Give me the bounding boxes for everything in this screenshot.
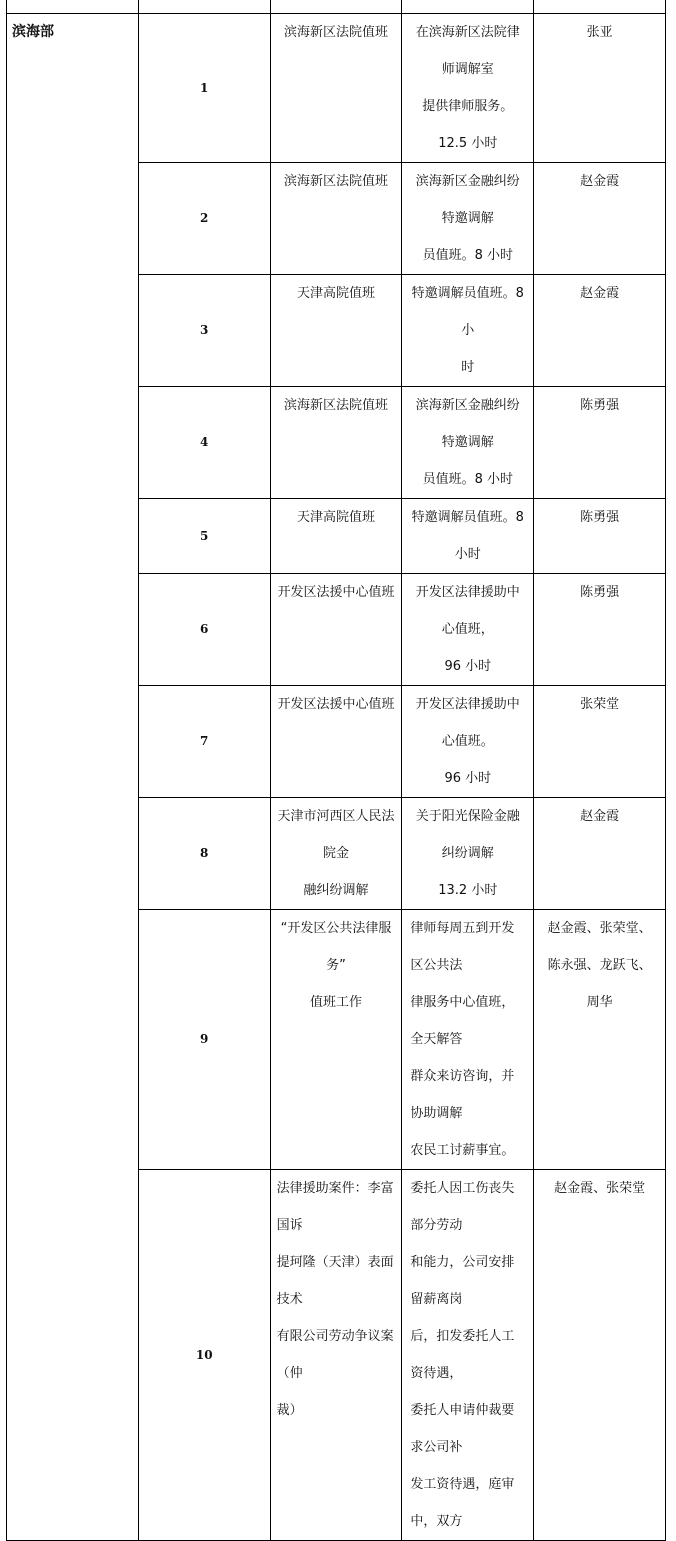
people-cell: 赵金霞、张荣堂、 陈永强、龙跃飞、 周华 [534, 910, 666, 1170]
people-cell: 陈勇强 [534, 387, 666, 499]
project-cell: 滨海新区法院值班 [270, 14, 402, 163]
row-number: 3 [138, 275, 270, 387]
people-cell: 赵金霞、张荣堂 [534, 1170, 666, 1541]
row-number: 6 [138, 574, 270, 686]
project-cell: “开发区公共法律服务” 值班工作 [270, 910, 402, 1170]
row-number: 1 [138, 14, 270, 163]
table-row-header-remnant [7, 0, 666, 14]
description-cell: 滨海新区金融纠纷特邀调解 员值班。8 小时 [402, 387, 534, 499]
description-cell: 开发区法律援助中心值班。 96 小时 [402, 686, 534, 798]
row-number: 9 [138, 910, 270, 1170]
project-cell: 天津市河西区人民法院金 融纠纷调解 [270, 798, 402, 910]
people-cell: 张亚 [534, 14, 666, 163]
header-cell [402, 0, 534, 14]
description-cell: 律师每周五到开发区公共法 律服务中心值班，全天解答 群众来访咨询，并协助调解 农民工讨薪事宜。 [402, 910, 534, 1170]
row-number: 4 [138, 387, 270, 499]
table-row [7, 14, 666, 163]
header-cell [270, 0, 402, 14]
project-cell: 法律援助案件：李富国诉 提珂隆（天津）表面技术 有限公司劳动争议案（仲 裁） [270, 1170, 402, 1541]
description-cell: 开发区法律援助中心值班， 96 小时 [402, 574, 534, 686]
description-cell: 关于阳光保险金融纠纷调解 13.2 小时 [402, 798, 534, 910]
people-cell: 陈勇强 [534, 574, 666, 686]
project-cell: 天津高院值班 [270, 275, 402, 387]
header-cell [534, 0, 666, 14]
description-cell: 特邀调解员值班。8 小时 [402, 499, 534, 574]
people-cell: 赵金霞 [534, 275, 666, 387]
project-cell: 滨海新区法院值班 [270, 163, 402, 275]
description-cell: 特邀调解员值班。8 小 时 [402, 275, 534, 387]
people-cell: 赵金霞 [534, 163, 666, 275]
header-cell [138, 0, 270, 14]
project-cell: 天津高院值班 [270, 499, 402, 574]
project-cell: 滨海新区法院值班 [270, 387, 402, 499]
people-cell: 张荣堂 [534, 686, 666, 798]
row-number: 10 [138, 1170, 270, 1541]
people-cell: 赵金霞 [534, 798, 666, 910]
project-cell: 开发区法援中心值班 [270, 686, 402, 798]
description-cell: 滨海新区金融纠纷特邀调解 员值班。8 小时 [402, 163, 534, 275]
department-cell: 滨海部 [7, 14, 139, 1541]
header-cell [7, 0, 139, 14]
description-cell: 委托人因工伤丧失部分劳动 和能力，公司安排留薪离岗 后，扣发委托人工资待遇， 委托人申请仲裁要求公司补 发工资待遇，庭审中，双方 [402, 1170, 534, 1541]
row-number: 7 [138, 686, 270, 798]
project-cell: 开发区法援中心值班 [270, 574, 402, 686]
row-number: 8 [138, 798, 270, 910]
duty-table [6, 0, 666, 1541]
row-number: 2 [138, 163, 270, 275]
description-cell: 在滨海新区法院律师调解室 提供律师服务。12.5 小时 [402, 14, 534, 163]
people-cell: 陈勇强 [534, 499, 666, 574]
row-number: 5 [138, 499, 270, 574]
